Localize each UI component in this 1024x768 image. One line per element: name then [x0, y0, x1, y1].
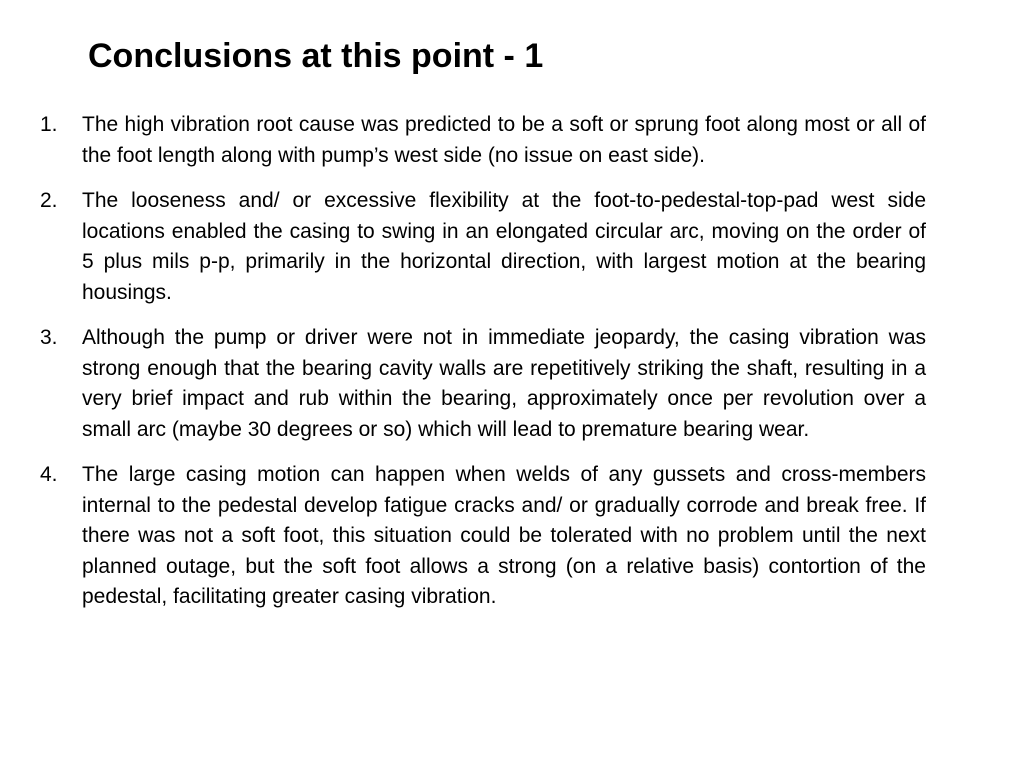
list-item-text: The high vibration root cause was predicted to be a soft or sprung foot along most or all of the foot length along with pump’s west side (no issue on east side).: [82, 113, 926, 167]
list-item-text: Although the pump or driver were not in immediate jeopardy, the casing vibration was strong enough that the bearing cavity walls are repetitively striking the shaft, resulting in a very brief impact and rub within the bearing, approximately once per revolution over a small arc (maybe 30 degrees or so) which will lead to premature bearing wear.: [82, 326, 926, 441]
list-item-text: The looseness and/ or excessive flexibility at the foot-to-pedestal-top-pad west side locations enabled the casing to swing in an elongated circular arc, moving on the order of 5 plus mils p-p, primarily in the horizontal direction, with largest motion at the bearing housings.: [82, 189, 926, 304]
conclusions-list: [40, 110, 926, 628]
list-item: [40, 460, 926, 613]
list-item: [40, 110, 926, 171]
list-item-number: 1.: [40, 113, 58, 136]
list-item-text: The large casing motion can happen when welds of any gussets and cross-members internal to the pedestal develop fatigue cracks and/ or gradually corrode and break free. If there was not a soft foot, this situation could be tolerated with no problem until the next planned outage, but the soft foot allows a strong (on a relative basis) contortion of the pedestal, facilitating greater casing vibration.: [82, 463, 926, 608]
slide-title: Conclusions at this point - 1: [88, 37, 544, 75]
list-item: [40, 323, 926, 445]
list-item: [40, 186, 926, 308]
list-item-number: 3.: [40, 326, 58, 349]
list-item-number: 2.: [40, 189, 58, 212]
list-item-number: 4.: [40, 463, 58, 486]
